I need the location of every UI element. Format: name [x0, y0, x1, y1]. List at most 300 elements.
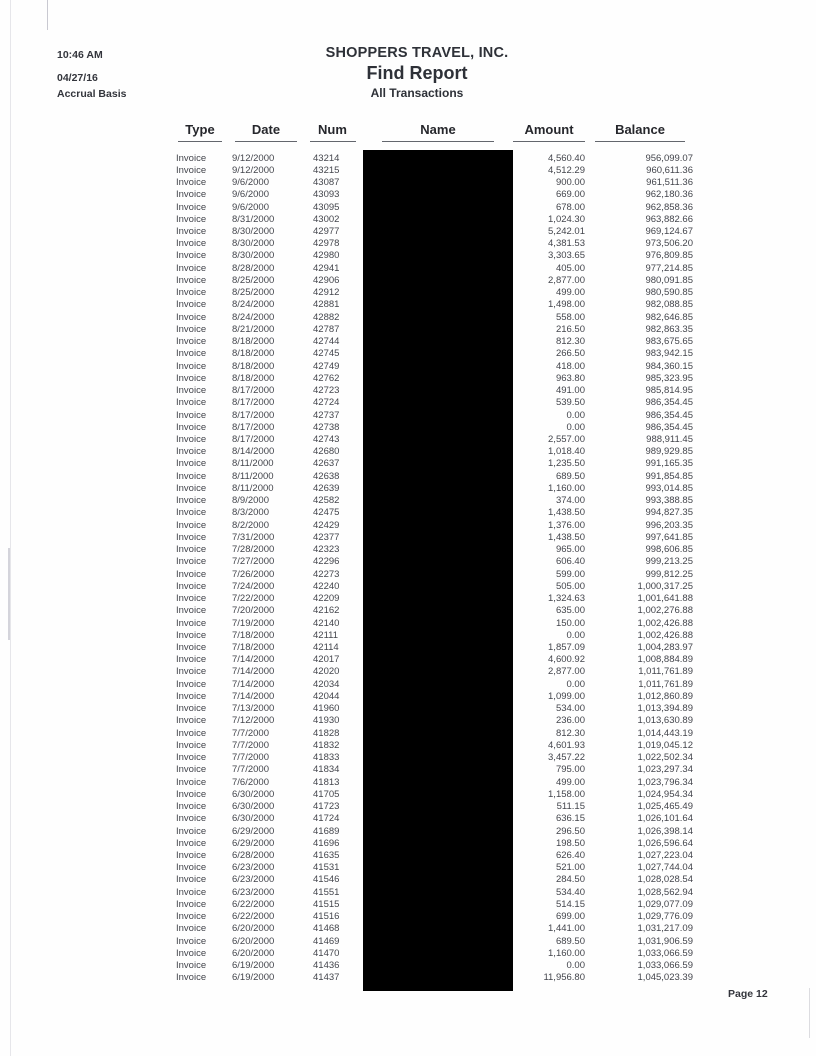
cell-num: 43093	[313, 189, 340, 201]
cell-balance: 1,014,443.19	[637, 727, 693, 739]
cell-amount: 539.50	[555, 397, 585, 409]
cell-type: Invoice	[176, 898, 207, 910]
cell-type: Invoice	[176, 764, 207, 776]
column-header-type: Type	[170, 122, 230, 142]
cell-balance: 982,646.85	[645, 311, 693, 323]
cell-date: 7/18/2000	[232, 641, 275, 653]
cell-balance: 1,000,317.25	[637, 580, 693, 592]
cell-type: Invoice	[176, 593, 207, 605]
cell-type: Invoice	[176, 947, 207, 959]
column-header-balance: Balance	[585, 122, 695, 142]
cell-amount: 0.00	[566, 421, 585, 433]
cell-date: 8/2/2000	[232, 519, 269, 531]
cell-num: 42680	[313, 446, 340, 458]
cell-balance: 986,354.45	[645, 409, 693, 421]
cell-balance: 1,033,066.59	[637, 947, 693, 959]
cell-num: 41551	[313, 886, 340, 898]
cell-balance: 1,027,223.04	[637, 849, 693, 861]
cell-balance: 1,026,398.14	[637, 825, 693, 837]
cell-amount: 0.00	[566, 629, 585, 641]
cell-num: 42743	[313, 434, 340, 445]
cell-date: 6/20/2000	[232, 935, 275, 947]
cell-date: 7/7/2000	[232, 752, 269, 764]
cell-type: Invoice	[176, 531, 207, 543]
cell-date: 8/3/2000	[232, 507, 269, 519]
cell-type: Invoice	[176, 495, 207, 507]
cell-num: 41689	[313, 825, 340, 837]
cell-type: Invoice	[176, 287, 207, 299]
cell-amount: 1,235.50	[548, 458, 585, 470]
cell-balance: 1,002,276.88	[637, 605, 693, 617]
cell-type: Invoice	[176, 519, 207, 531]
cell-type: Invoice	[176, 862, 207, 874]
column-header-date: Date	[230, 122, 302, 142]
cell-amount: 374.00	[555, 495, 585, 507]
cell-date: 6/19/2000	[232, 960, 275, 972]
cell-amount: 965.00	[555, 544, 585, 556]
cell-type: Invoice	[176, 397, 207, 409]
cell-num: 42377	[313, 531, 340, 543]
cell-date: 8/24/2000	[232, 299, 275, 311]
cell-date: 8/17/2000	[232, 385, 275, 397]
cell-type: Invoice	[176, 238, 207, 250]
cell-date: 8/30/2000	[232, 250, 275, 262]
cell-type: Invoice	[176, 739, 207, 751]
cell-balance: 1,029,776.09	[637, 911, 693, 923]
cell-date: 8/25/2000	[232, 274, 275, 286]
cell-date: 6/29/2000	[232, 825, 275, 837]
cell-num: 42723	[313, 385, 340, 397]
cell-date: 6/29/2000	[232, 837, 275, 849]
cell-num: 41635	[313, 849, 340, 861]
cell-type: Invoice	[176, 654, 207, 666]
cell-num: 42977	[313, 226, 340, 238]
cell-type: Invoice	[176, 213, 207, 225]
cell-balance: 1,028,028.54	[637, 874, 693, 886]
cell-balance: 980,590.85	[645, 287, 693, 299]
cell-date: 6/22/2000	[232, 911, 275, 923]
cell-date: 9/6/2000	[232, 189, 269, 201]
cell-balance: 1,011,761.89	[638, 666, 693, 678]
cell-amount: 0.00	[566, 678, 585, 690]
cell-num: 41705	[313, 788, 340, 800]
cell-amount: 514.15	[555, 898, 585, 910]
cell-date: 8/28/2000	[232, 262, 275, 274]
cell-balance: 977,214.85	[645, 262, 693, 274]
cell-amount: 1,438.50	[548, 507, 585, 519]
column-header-amount: Amount	[513, 122, 585, 142]
cell-amount: 900.00	[555, 177, 585, 189]
cell-type: Invoice	[176, 409, 207, 421]
cell-amount: 511.15	[556, 801, 585, 813]
cell-num: 42724	[313, 397, 340, 409]
report-date: 04/27/16	[57, 72, 98, 84]
cell-num: 42745	[313, 348, 340, 360]
cell-type: Invoice	[176, 678, 207, 690]
cell-amount: 689.50	[555, 470, 585, 482]
cell-amount: 4,512.29	[548, 164, 585, 176]
cell-num: 42881	[313, 299, 340, 311]
cell-balance: 1,026,101.64	[637, 813, 693, 825]
cell-amount: 1,857.09	[548, 641, 585, 653]
cell-date: 6/30/2000	[232, 788, 275, 800]
cell-amount: 635.00	[555, 605, 585, 617]
cell-amount: 418.00	[555, 360, 585, 372]
scan-artifact-line	[809, 988, 810, 1038]
cell-num: 41930	[313, 715, 340, 727]
cell-balance: 1,029,077.09	[637, 898, 693, 910]
cell-num: 42749	[313, 360, 340, 372]
cell-balance: 1,045,023.39	[637, 972, 693, 984]
cell-date: 7/22/2000	[232, 593, 275, 605]
accrual-basis-label: Accrual Basis	[57, 88, 127, 100]
cell-date: 8/17/2000	[232, 434, 275, 445]
cell-num: 42323	[313, 544, 340, 556]
cell-num: 42941	[313, 262, 340, 274]
cell-type: Invoice	[176, 813, 207, 825]
cell-date: 8/17/2000	[232, 397, 275, 409]
cell-type: Invoice	[176, 935, 207, 947]
cell-balance: 984,360.15	[645, 360, 693, 372]
cell-date: 9/12/2000	[232, 164, 275, 176]
cell-num: 43214	[313, 152, 340, 164]
cell-amount: 150.00	[555, 617, 585, 629]
cell-amount: 4,600.92	[548, 654, 585, 666]
cell-num: 41546	[313, 874, 340, 886]
cell-num: 41828	[313, 727, 340, 739]
cell-num: 41470	[313, 947, 340, 959]
cell-balance: 985,814.95	[645, 385, 693, 397]
cell-date: 8/11/2000	[232, 482, 274, 494]
cell-num: 42912	[313, 287, 340, 299]
cell-amount: 626.40	[555, 849, 585, 861]
cell-amount: 812.30	[555, 336, 585, 348]
cell-balance: 991,165.35	[645, 458, 693, 470]
cell-amount: 669.00	[555, 189, 585, 201]
cell-balance: 985,323.95	[645, 372, 693, 384]
cell-type: Invoice	[176, 262, 207, 274]
cell-type: Invoice	[176, 323, 207, 335]
cell-date: 6/30/2000	[232, 801, 275, 813]
cell-type: Invoice	[176, 556, 207, 568]
cell-date: 8/9/2000	[232, 495, 269, 507]
cell-num: 41516	[313, 911, 340, 923]
cell-amount: 812.30	[555, 727, 585, 739]
cell-balance: 1,025,465.49	[637, 801, 693, 813]
cell-amount: 636.15	[555, 813, 585, 825]
cell-num: 42429	[313, 519, 340, 531]
cell-balance: 1,019,045.12	[637, 739, 693, 751]
cell-type: Invoice	[176, 250, 207, 262]
cell-balance: 962,180.36	[645, 189, 693, 201]
cell-type: Invoice	[176, 580, 207, 592]
cell-balance: 963,882.66	[645, 213, 693, 225]
cell-date: 7/26/2000	[232, 568, 275, 580]
cell-date: 6/23/2000	[232, 874, 275, 886]
cell-date: 7/14/2000	[232, 690, 275, 702]
cell-amount: 284.50	[555, 874, 585, 886]
cell-date: 6/19/2000	[232, 972, 275, 984]
cell-num: 43095	[313, 201, 340, 213]
cell-amount: 678.00	[555, 201, 585, 213]
cell-amount: 1,441.00	[548, 923, 585, 935]
cell-balance: 1,012,860.89	[637, 690, 693, 702]
cell-amount: 2,877.00	[548, 666, 585, 678]
cell-date: 6/20/2000	[232, 947, 275, 959]
column-header-name: Name	[363, 122, 513, 142]
cell-type: Invoice	[176, 421, 207, 433]
cell-num: 41436	[313, 960, 340, 972]
cell-balance: 980,091.85	[645, 274, 693, 286]
cell-amount: 558.00	[555, 311, 585, 323]
cell-amount: 198.50	[555, 837, 585, 849]
cell-type: Invoice	[176, 801, 207, 813]
scan-artifact-line	[10, 0, 11, 1056]
cell-amount: 216.50	[555, 323, 585, 335]
cell-amount: 499.00	[555, 287, 585, 299]
cell-balance: 997,641.85	[645, 531, 693, 543]
cell-type: Invoice	[176, 727, 207, 739]
cell-balance: 1,023,796.34	[637, 776, 693, 788]
cell-type: Invoice	[176, 923, 207, 935]
cell-date: 8/30/2000	[232, 226, 275, 238]
cell-type: Invoice	[176, 385, 207, 397]
cell-date: 8/14/2000	[232, 446, 275, 458]
cell-date: 7/14/2000	[232, 666, 275, 678]
cell-balance: 983,942.15	[645, 348, 693, 360]
cell-num: 42787	[313, 323, 340, 335]
cell-num: 41515	[313, 898, 340, 910]
cell-date: 8/30/2000	[232, 238, 275, 250]
cell-date: 8/18/2000	[232, 360, 275, 372]
cell-amount: 266.50	[555, 348, 585, 360]
cell-num: 41468	[313, 923, 340, 935]
cell-date: 9/6/2000	[232, 201, 269, 213]
cell-balance: 1,001,641.88	[637, 593, 693, 605]
cell-num: 42240	[313, 580, 340, 592]
cell-date: 7/12/2000	[232, 715, 275, 727]
cell-amount: 3,457.22	[548, 752, 585, 764]
cell-num: 42638	[313, 470, 340, 482]
cell-num: 43002	[313, 213, 340, 225]
cell-balance: 973,506.20	[645, 238, 693, 250]
cell-amount: 4,601.93	[548, 739, 585, 751]
cell-balance: 1,026,596.64	[637, 837, 693, 849]
cell-num: 41813	[313, 776, 340, 788]
cell-amount: 1,099.00	[548, 690, 585, 702]
cell-type: Invoice	[176, 911, 207, 923]
cell-type: Invoice	[176, 960, 207, 972]
cell-balance: 1,013,630.89	[637, 715, 693, 727]
cell-type: Invoice	[176, 568, 207, 580]
cell-date: 6/28/2000	[232, 849, 275, 861]
cell-num: 43215	[313, 164, 340, 176]
cell-balance: 989,929.85	[645, 446, 693, 458]
cell-type: Invoice	[176, 837, 207, 849]
cell-type: Invoice	[176, 336, 207, 348]
cell-balance: 1,028,562.94	[637, 886, 693, 898]
cell-balance: 998,606.85	[645, 544, 693, 556]
cell-balance: 1,033,066.59	[637, 960, 693, 972]
cell-num: 42140	[313, 617, 340, 629]
page-number: Page 12	[728, 988, 768, 1000]
cell-date: 7/24/2000	[232, 580, 275, 592]
cell-num: 42737	[313, 409, 340, 421]
scan-artifact-line	[47, 0, 48, 30]
cell-date: 7/7/2000	[232, 739, 269, 751]
cell-balance: 993,388.85	[645, 495, 693, 507]
cell-num: 42639	[313, 482, 340, 494]
cell-amount: 405.00	[555, 262, 585, 274]
cell-type: Invoice	[176, 629, 207, 641]
cell-type: Invoice	[176, 164, 207, 176]
cell-num: 41437	[313, 972, 340, 984]
cell-type: Invoice	[176, 299, 207, 311]
cell-balance: 1,023,297.34	[637, 764, 693, 776]
cell-type: Invoice	[176, 703, 207, 715]
cell-date: 8/11/2000	[232, 470, 274, 482]
cell-type: Invoice	[176, 605, 207, 617]
cell-type: Invoice	[176, 641, 207, 653]
cell-num: 42273	[313, 568, 340, 580]
cell-amount: 1,160.00	[548, 482, 585, 494]
cell-balance: 1,027,744.04	[637, 862, 693, 874]
cell-num: 42017	[313, 654, 340, 666]
cell-num: 43087	[313, 177, 340, 189]
cell-num: 41469	[313, 935, 340, 947]
cell-amount: 236.00	[555, 715, 585, 727]
cell-type: Invoice	[176, 788, 207, 800]
cell-date: 8/21/2000	[232, 323, 275, 335]
cell-balance: 976,809.85	[645, 250, 693, 262]
table-header-row	[170, 122, 695, 142]
cell-num: 42162	[313, 605, 340, 617]
cell-type: Invoice	[176, 886, 207, 898]
cell-type: Invoice	[176, 360, 207, 372]
cell-balance: 1,011,761.89	[638, 678, 693, 690]
cell-date: 8/25/2000	[232, 287, 275, 299]
cell-type: Invoice	[176, 446, 207, 458]
cell-date: 7/18/2000	[232, 629, 275, 641]
cell-type: Invoice	[176, 507, 207, 519]
cell-type: Invoice	[176, 372, 207, 384]
cell-amount: 689.50	[555, 935, 585, 947]
cell-date: 9/12/2000	[232, 152, 275, 164]
cell-type: Invoice	[176, 434, 207, 445]
cell-balance: 999,213.25	[645, 556, 693, 568]
cell-num: 42209	[313, 593, 340, 605]
cell-num: 41833	[313, 752, 340, 764]
cell-balance: 962,858.36	[645, 201, 693, 213]
cell-num: 42111	[313, 629, 339, 641]
cell-amount: 1,324.63	[548, 593, 585, 605]
cell-balance: 1,031,217.09	[637, 923, 693, 935]
cell-date: 7/14/2000	[232, 654, 275, 666]
cell-date: 7/14/2000	[232, 678, 275, 690]
cell-num: 42980	[313, 250, 340, 262]
cell-balance: 961,511.36	[646, 177, 693, 189]
name-column-redaction-box	[363, 150, 513, 991]
report-title: Find Report	[366, 63, 468, 83]
cell-date: 6/23/2000	[232, 862, 275, 874]
cell-type: Invoice	[176, 189, 207, 201]
cell-balance: 986,354.45	[645, 421, 693, 433]
cell-type: Invoice	[176, 348, 207, 360]
cell-balance: 969,124.67	[645, 226, 693, 238]
cell-amount: 0.00	[566, 960, 585, 972]
cell-amount: 1,376.00	[548, 519, 585, 531]
cell-amount: 4,381.53	[548, 238, 585, 250]
company-name: SHOPPERS TRAVEL, INC.	[325, 45, 509, 61]
cell-num: 42744	[313, 336, 340, 348]
cell-num: 41834	[313, 764, 340, 776]
cell-amount: 1,498.00	[548, 299, 585, 311]
cell-date: 8/18/2000	[232, 372, 275, 384]
cell-amount: 1,024.30	[548, 213, 585, 225]
cell-date: 7/27/2000	[232, 556, 275, 568]
report-subtitle: All Transactions	[370, 86, 464, 100]
cell-balance: 1,013,394.89	[637, 703, 693, 715]
scan-artifact-line	[8, 548, 10, 640]
cell-balance: 1,031,906.59	[637, 935, 693, 947]
cell-type: Invoice	[176, 152, 207, 164]
cell-num: 42020	[313, 666, 340, 678]
cell-balance: 982,088.85	[645, 299, 693, 311]
cell-date: 6/20/2000	[232, 923, 275, 935]
cell-date: 7/31/2000	[232, 531, 275, 543]
cell-date: 8/11/2000	[232, 458, 274, 470]
cell-type: Invoice	[176, 752, 207, 764]
cell-amount: 5,242.01	[548, 226, 585, 238]
cell-amount: 499.00	[555, 776, 585, 788]
cell-amount: 0.00	[566, 409, 585, 421]
cell-type: Invoice	[176, 458, 207, 470]
cell-num: 42296	[313, 556, 340, 568]
cell-amount: 11,956.80	[543, 972, 585, 984]
cell-balance: 996,203.35	[645, 519, 693, 531]
cell-num: 42637	[313, 458, 340, 470]
cell-balance: 993,014.85	[645, 482, 693, 494]
cell-amount: 4,560.40	[548, 152, 585, 164]
cell-num: 42034	[313, 678, 340, 690]
cell-amount: 521.00	[555, 862, 585, 874]
cell-amount: 599.00	[555, 568, 585, 580]
cell-balance: 994,827.35	[645, 507, 693, 519]
cell-balance: 1,002,426.88	[637, 617, 693, 629]
cell-balance: 956,099.07	[645, 152, 693, 164]
cell-type: Invoice	[176, 617, 207, 629]
cell-date: 7/13/2000	[232, 703, 275, 715]
cell-date: 8/24/2000	[232, 311, 275, 323]
cell-num: 42762	[313, 372, 340, 384]
cell-num: 42978	[313, 238, 340, 250]
cell-num: 42582	[313, 495, 340, 507]
cell-balance: 982,863.35	[645, 323, 693, 335]
cell-amount: 606.40	[555, 556, 585, 568]
cell-balance: 1,004,283.97	[637, 641, 693, 653]
cell-type: Invoice	[176, 849, 207, 861]
cell-date: 7/28/2000	[232, 544, 275, 556]
cell-amount: 534.40	[555, 886, 585, 898]
cell-amount: 699.00	[555, 911, 585, 923]
cell-type: Invoice	[176, 825, 207, 837]
cell-num: 42475	[313, 507, 340, 519]
cell-amount: 2,877.00	[548, 274, 585, 286]
cell-type: Invoice	[176, 311, 207, 323]
cell-date: 6/22/2000	[232, 898, 275, 910]
cell-amount: 1,160.00	[548, 947, 585, 959]
cell-num: 41724	[313, 813, 340, 825]
